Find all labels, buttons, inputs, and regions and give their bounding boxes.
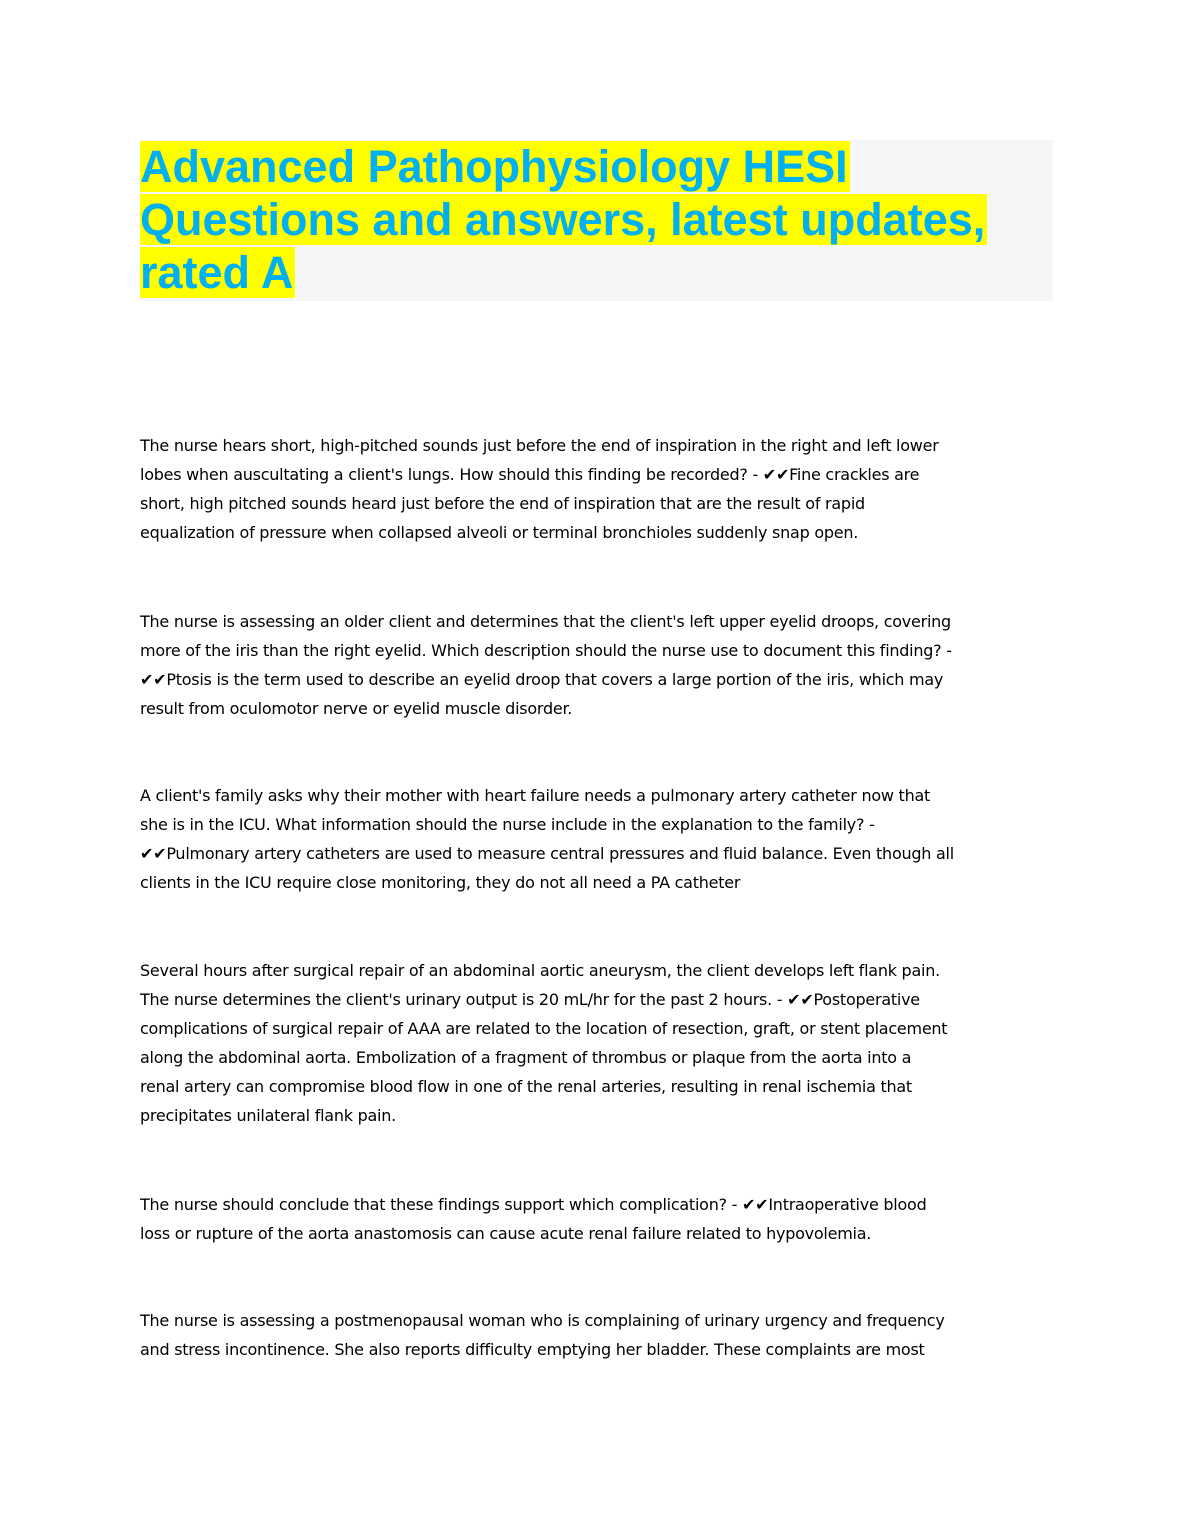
title-line: Advanced Pathophysiology HESI — [140, 141, 848, 192]
qa-item-4 — [140, 956, 1055, 1130]
qa-line: and stress incontinence. She also reports difficulty emptying her bladder. These complaints are most — [140, 1340, 925, 1359]
qa-line: ✔✔Ptosis is the term used to describe an eyelid droop that covers a large portion of the iris, which may — [140, 670, 944, 689]
qa-line: Several hours after surgical repair of an abdominal aortic aneurysm, the client develops left flank pain. — [140, 961, 940, 980]
qa-line: A client's family asks why their mother with heart failure needs a pulmonary artery catheter now that — [140, 786, 931, 805]
qa-line: ✔✔Pulmonary artery catheters are used to measure central pressures and fluid balance. Even though all — [140, 844, 954, 863]
qa-line: loss or rupture of the aorta anastomosis can cause acute renal failure related to hypovolemia. — [140, 1224, 872, 1243]
title-line: Questions and answers, latest updates, — [140, 194, 986, 245]
qa-line: result from oculomotor nerve or eyelid muscle disorder. — [140, 699, 573, 718]
qa-line: equalization of pressure when collapsed alveoli or terminal bronchioles suddenly snap open. — [140, 523, 859, 542]
qa-line: more of the iris than the right eyelid. Which description should the nurse use to document this finding? - — [140, 641, 952, 660]
qa-line: The nurse determines the client's urinary output is 20 mL/hr for the past 2 hours. - ✔✔Postoperative — [140, 990, 920, 1009]
qa-item-6 — [140, 1306, 1055, 1364]
qa-line: short, high pitched sounds heard just before the end of inspiration that are the result of rapid — [140, 494, 865, 513]
qa-line: along the abdominal aorta. Embolization of a fragment of thrombus or plaque from the aorta into a — [140, 1048, 912, 1067]
title-line: rated A — [140, 247, 294, 298]
qa-line: The nurse hears short, high-pitched sounds just before the end of inspiration in the right and left lower — [140, 436, 939, 455]
qa-line: precipitates unilateral flank pain. — [140, 1106, 396, 1125]
qa-item-2 — [140, 607, 1055, 723]
qa-item-5 — [140, 1190, 1055, 1248]
qa-line: she is in the ICU. What information should the nurse include in the explanation to the family? - — [140, 815, 875, 834]
qa-item-1 — [140, 431, 1055, 547]
qa-line: The nurse is assessing a postmenopausal woman who is complaining of urinary urgency and frequency — [140, 1311, 945, 1330]
qa-line: renal artery can compromise blood flow in one of the renal arteries, resulting in renal ischemia that — [140, 1077, 912, 1096]
qa-line: lobes when auscultating a client's lungs. How should this finding be recorded? - ✔✔Fine crackles are — [140, 465, 920, 484]
qa-line: clients in the ICU require close monitoring, they do not all need a PA catheter — [140, 873, 741, 892]
qa-line: complications of surgical repair of AAA are related to the location of resection, graft, or stent placement — [140, 1019, 948, 1038]
document-title — [140, 140, 1053, 299]
qa-line: The nurse should conclude that these findings support which complication? - ✔✔Intraoperative blood — [140, 1195, 927, 1214]
qa-line: The nurse is assessing an older client and determines that the client's left upper eyelid droops, covering — [140, 612, 951, 631]
title-block — [140, 140, 1053, 301]
qa-item-3 — [140, 781, 1055, 897]
